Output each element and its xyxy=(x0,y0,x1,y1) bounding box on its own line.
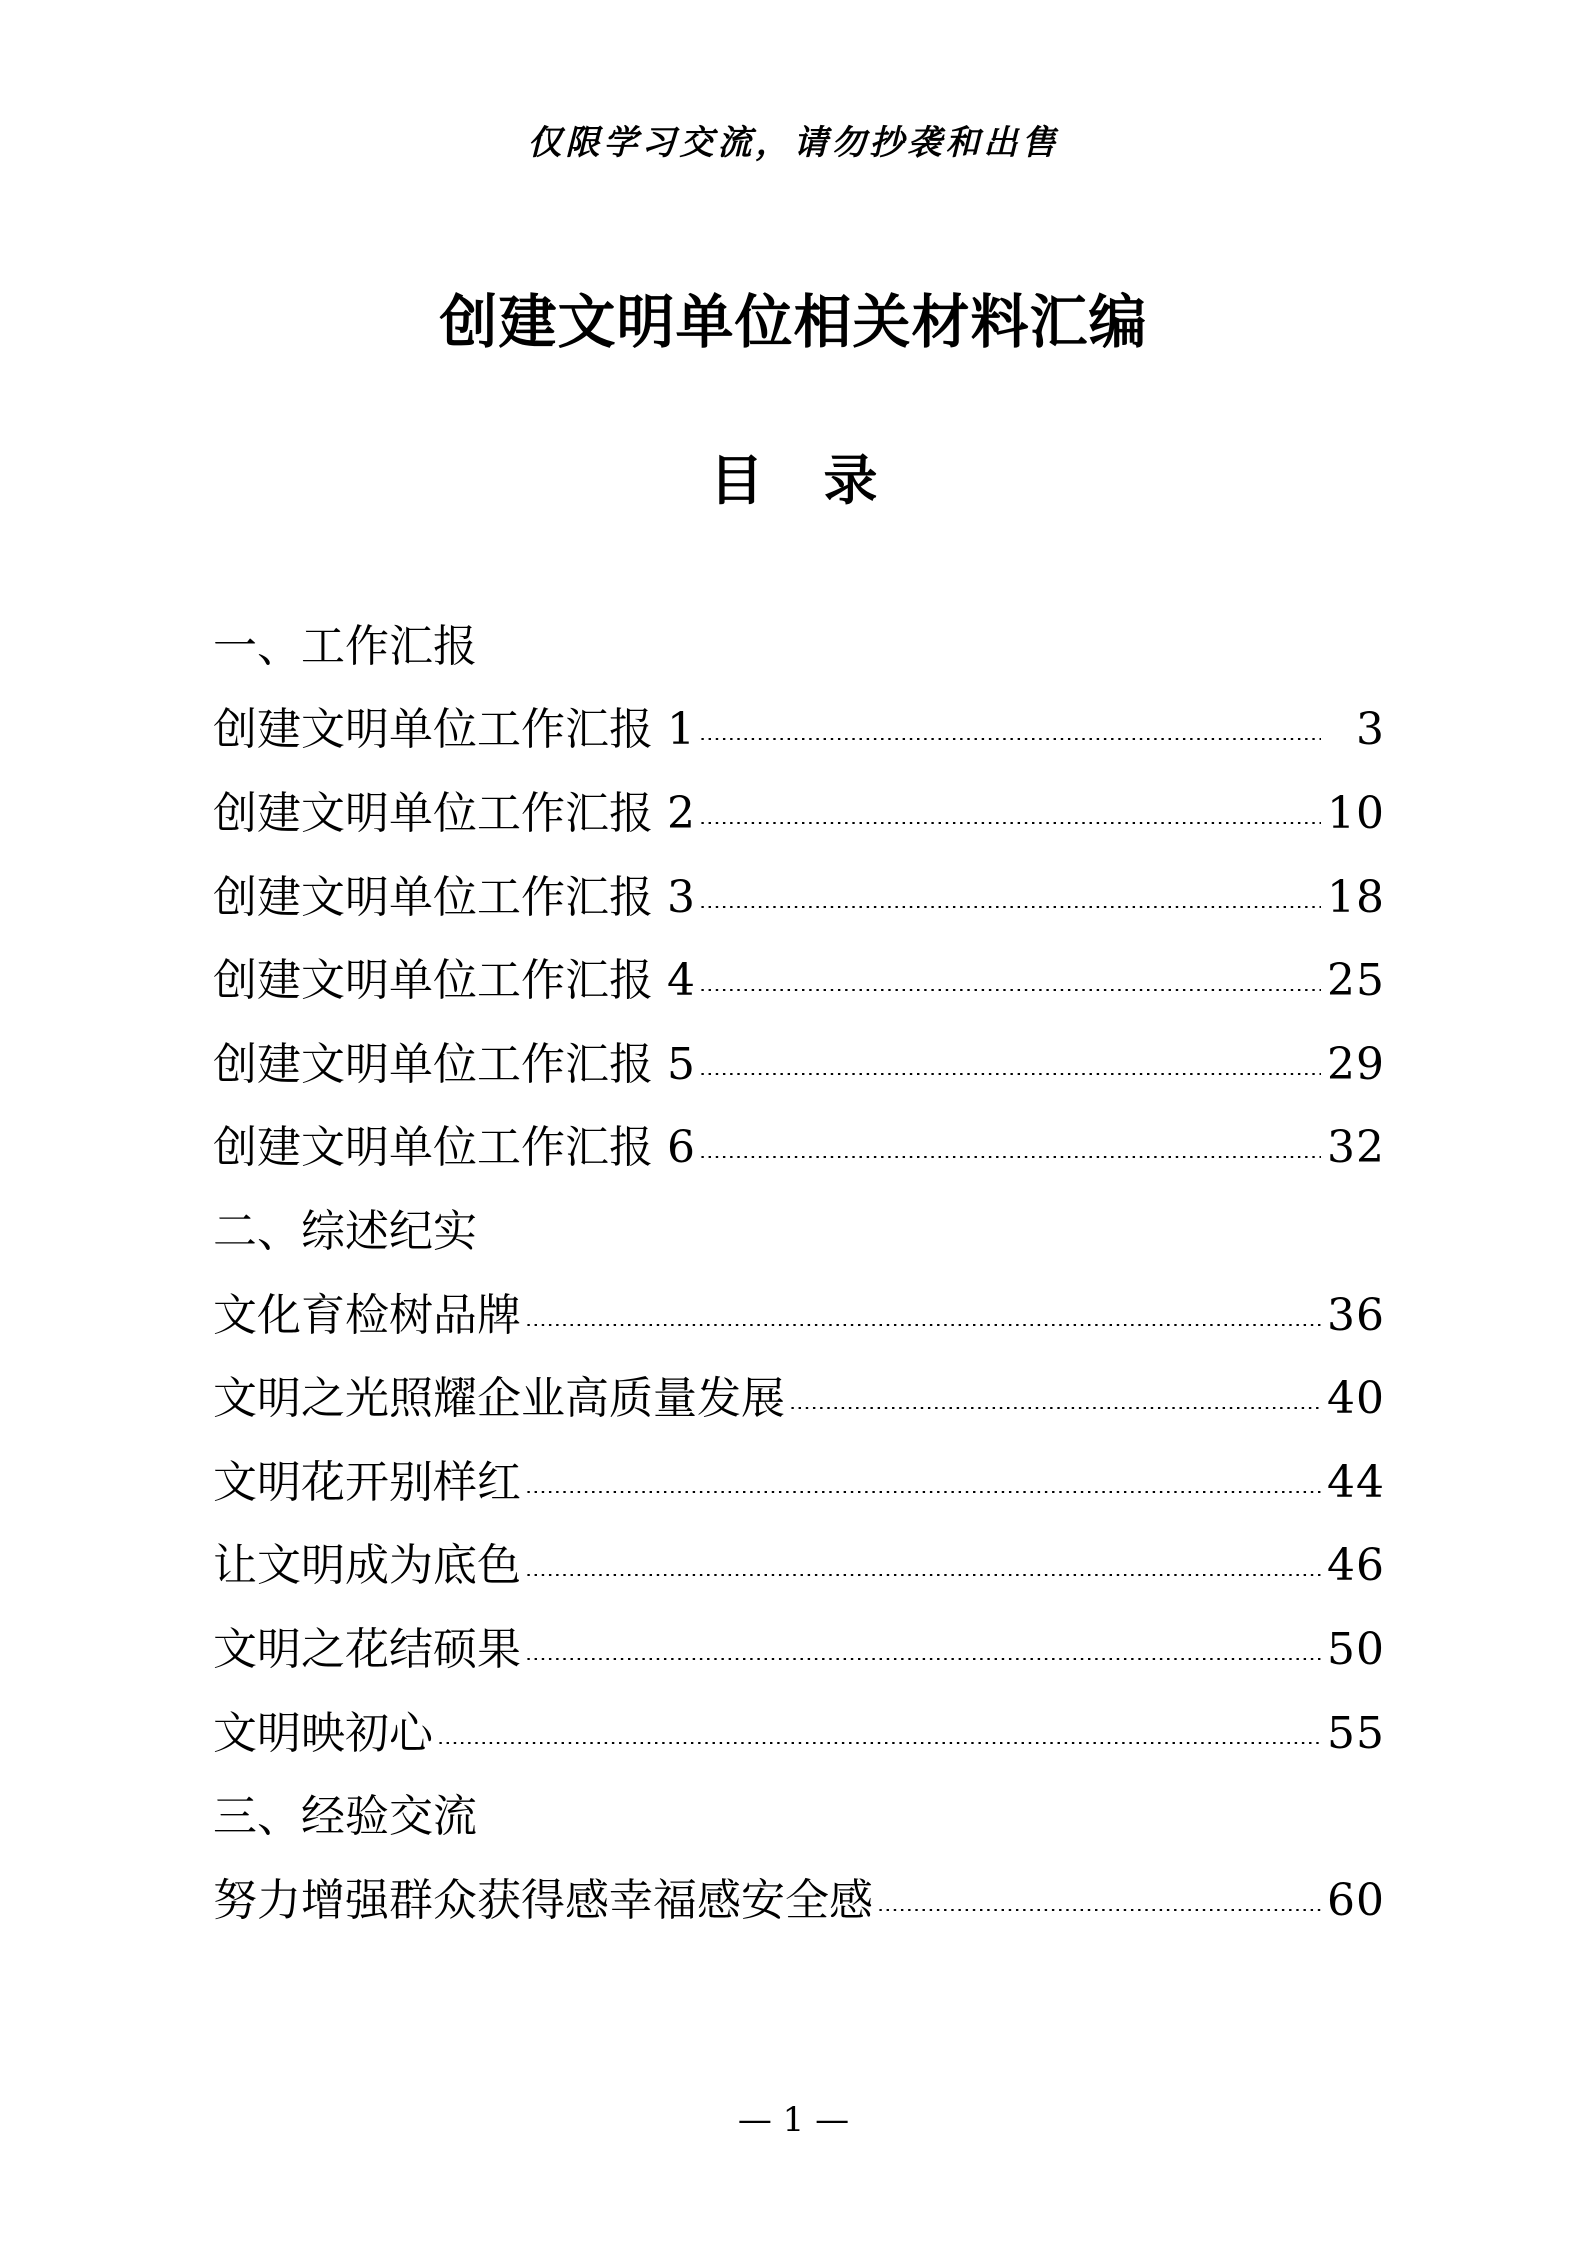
toc-entry xyxy=(213,1692,1385,1776)
toc-entry-label: 文明之花结硕果 xyxy=(213,1623,521,1675)
toc-entry xyxy=(213,1859,1385,1943)
toc-dot-leader xyxy=(789,1407,1321,1409)
toc-dot-leader xyxy=(699,989,1321,991)
document-title: 创建文明单位相关材料汇编 xyxy=(439,288,1148,356)
toc-entry-label: 文化育检树品牌 xyxy=(213,1289,521,1341)
toc-entry-label: 文明之光照耀企业高质量发展 xyxy=(213,1373,785,1425)
toc-dot-leader xyxy=(877,1909,1321,1911)
toc-entry-label: 创建文明单位工作汇报 6 xyxy=(213,1122,695,1174)
page-footer: — 1 — xyxy=(737,2100,850,2140)
toc-entry-page-number: 55 xyxy=(1327,1707,1385,1759)
toc-section-heading xyxy=(213,1190,1385,1274)
toc-entry-label: 创建文明单位工作汇报 3 xyxy=(213,871,695,923)
toc-entry xyxy=(213,772,1385,856)
toc-entry xyxy=(213,856,1385,940)
toc-entry-label: 创建文明单位工作汇报 2 xyxy=(213,787,695,839)
toc-section-label: 二、综述纪实 xyxy=(213,1205,477,1257)
toc-dot-leader xyxy=(699,738,1321,740)
toc-entry-page-number: 44 xyxy=(1327,1456,1385,1508)
toc-entry-page-number: 29 xyxy=(1327,1038,1385,1090)
toc-entry xyxy=(213,689,1385,773)
toc-dot-leader xyxy=(699,822,1321,824)
toc-dot-leader xyxy=(525,1658,1321,1660)
toc-entry-label: 创建文明单位工作汇报 1 xyxy=(213,704,695,756)
toc-entry-page-number: 18 xyxy=(1327,871,1385,923)
toc-dot-leader xyxy=(699,906,1321,908)
toc-entry-page-number: 46 xyxy=(1327,1540,1385,1592)
toc-entry xyxy=(213,1608,1385,1692)
toc-dot-leader xyxy=(525,1491,1321,1493)
toc-entry-page-number: 36 xyxy=(1327,1289,1385,1341)
toc-section-label: 三、经验交流 xyxy=(213,1791,477,1843)
toc-section-label: 一、工作汇报 xyxy=(213,620,477,672)
toc-entry-label: 让文明成为底色 xyxy=(213,1540,521,1592)
toc-entry-label: 创建文明单位工作汇报 4 xyxy=(213,955,695,1007)
toc-entry-page-number: 40 xyxy=(1327,1373,1385,1425)
toc-entry-page-number: 3 xyxy=(1356,704,1385,756)
toc-entry xyxy=(213,1441,1385,1525)
header-note: 仅限学习交流，请勿抄袭和出售 xyxy=(527,123,1060,163)
toc-entry-label: 文明花开别样红 xyxy=(213,1456,521,1508)
toc-entry-label: 努力增强群众获得感幸福感安全感 xyxy=(213,1874,873,1926)
toc-dot-leader xyxy=(699,1073,1321,1075)
toc-dot-leader xyxy=(699,1156,1321,1158)
toc-dot-leader xyxy=(525,1324,1321,1326)
toc-entry xyxy=(213,1525,1385,1609)
toc-dot-leader xyxy=(437,1742,1321,1744)
toc-heading-char-2: 录 xyxy=(823,448,878,512)
toc-entry xyxy=(213,939,1385,1023)
toc-heading xyxy=(0,440,1587,520)
toc-entry xyxy=(213,1357,1385,1441)
toc-section-heading xyxy=(213,605,1385,689)
toc-entry-page-number: 60 xyxy=(1327,1874,1385,1926)
toc-entry xyxy=(213,1274,1385,1358)
toc-entry-page-number: 25 xyxy=(1327,955,1385,1007)
toc-section-heading xyxy=(213,1775,1385,1859)
toc-dot-leader xyxy=(525,1574,1321,1576)
toc-heading-char-1: 目 xyxy=(709,448,764,512)
toc-entry xyxy=(213,1107,1385,1191)
table-of-contents xyxy=(213,605,1385,1943)
toc-entry xyxy=(213,1023,1385,1107)
toc-entry-page-number: 10 xyxy=(1327,787,1385,839)
toc-entry-label: 文明映初心 xyxy=(213,1707,433,1759)
toc-entry-page-number: 50 xyxy=(1327,1623,1385,1675)
toc-entry-page-number: 32 xyxy=(1327,1122,1385,1174)
toc-entry-label: 创建文明单位工作汇报 5 xyxy=(213,1038,695,1090)
